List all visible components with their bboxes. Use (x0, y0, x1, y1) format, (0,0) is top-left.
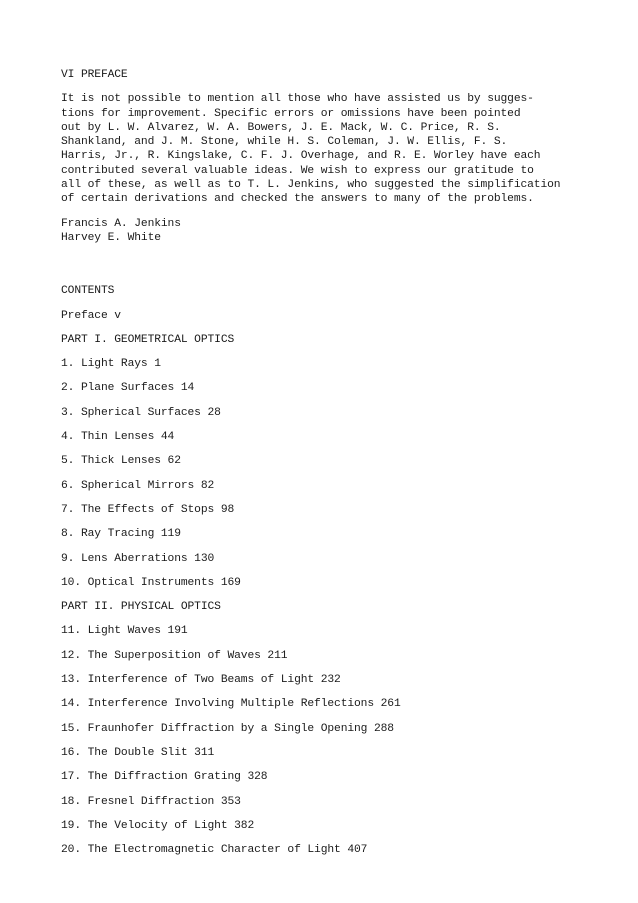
toc-chapter: 11. Light Waves 191 (61, 625, 188, 638)
spacer (61, 207, 621, 217)
toc-chapter: 12. The Superposition of Waves 211 (61, 649, 288, 662)
toc-chapter: 4. Thin Lenses 44 (61, 431, 175, 444)
spacer (61, 299, 621, 309)
toc-chapter: 14. Interference Involving Multiple Reflections 261 (61, 698, 401, 711)
spacer (61, 245, 621, 284)
toc-chapter: 17. The Diffraction Grating 328 (61, 771, 268, 784)
toc-chapter: 1. Light Rays 1 (61, 358, 161, 371)
toc-chapter: 20. The Electromagnetic Character of Light 407 (61, 844, 368, 857)
toc-chapter: 2. Plane Surfaces 14 (61, 382, 195, 395)
toc-chapter: 16. The Double Slit 311 (61, 746, 215, 759)
preface-paragraph (61, 92, 621, 206)
signature-name: Harvey E. White (61, 231, 161, 244)
paragraph-line: It is not possible to mention all those who have assisted us by sugges- (61, 93, 534, 106)
paragraph-line: all of these, as well as to T. L. Jenkins, who suggested the simplification (61, 179, 561, 192)
toc-chapter: 6. Spherical Mirrors 82 (61, 479, 215, 492)
paragraph-line: of certain derivations and checked the answers to many of the problems. (61, 193, 534, 206)
spacer (61, 82, 621, 92)
contents-list (61, 309, 621, 858)
toc-chapter: 13. Interference of Two Beams of Light 232 (61, 674, 341, 687)
paragraph-line: contributed several valuable ideas. We wish to express our gratitude to (61, 164, 534, 177)
preface-header: VI PREFACE (61, 69, 128, 81)
signature-block (61, 217, 621, 246)
toc-part-heading: PART I. GEOMETRICAL OPTICS (61, 333, 235, 346)
toc-chapter: 8. Ray Tracing 119 (61, 528, 181, 541)
toc-preface: Preface v (61, 309, 121, 322)
document-page (61, 68, 621, 867)
toc-chapter: 18. Fresnel Diffraction 353 (61, 795, 241, 808)
toc-chapter: 15. Fraunhofer Diffraction by a Single Opening 288 (61, 722, 394, 735)
toc-chapter: 19. The Velocity of Light 382 (61, 819, 255, 832)
contents-heading: CONTENTS (61, 285, 115, 298)
toc-chapter: 10. Optical Instruments 169 (61, 576, 241, 589)
toc-chapter: 9. Lens Aberrations 130 (61, 552, 215, 565)
toc-chapter: 7. The Effects of Stops 98 (61, 503, 235, 516)
signature-name: Francis A. Jenkins (61, 217, 181, 230)
paragraph-line: tions for improvement. Specific errors or omissions have been pointed (61, 107, 521, 120)
paragraph-line: Shankland, and J. M. Stone, while H. S. Coleman, J. W. Ellis, F. S. (61, 136, 508, 149)
toc-chapter: 5. Thick Lenses 62 (61, 455, 181, 468)
toc-chapter: 3. Spherical Surfaces 28 (61, 406, 221, 419)
paragraph-line: out by L. W. Alvarez, W. A. Bowers, J. E. Mack, W. C. Price, R. S. (61, 121, 501, 134)
paragraph-line: Harris, Jr., R. Kingslake, C. F. J. Overhage, and R. E. Worley have each (61, 150, 541, 163)
toc-part-heading: PART II. PHYSICAL OPTICS (61, 601, 221, 614)
